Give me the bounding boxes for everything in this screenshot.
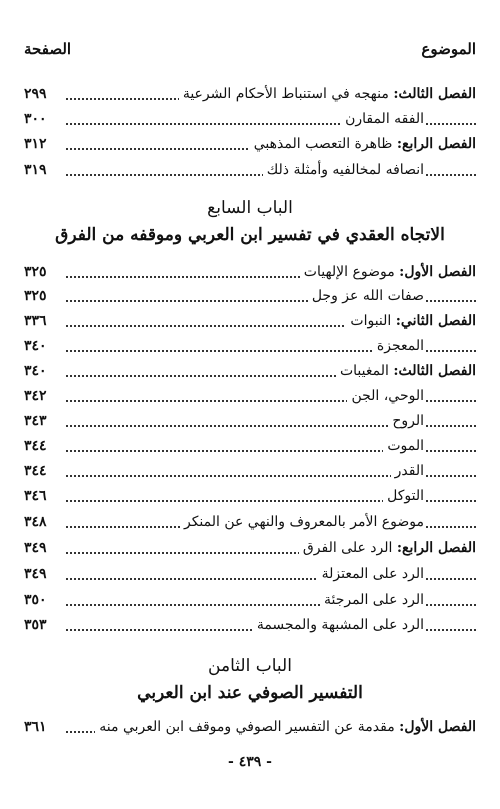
part-title: التفسير الصوفي عند ابن العربي — [137, 683, 363, 703]
entry-title: موضوع الأمر بالمعروف والنهي عن المنكر — [180, 514, 424, 530]
chapter-label: الفصل الأول: — [399, 719, 476, 735]
chapter-label: الفصل الثاني: — [395, 313, 476, 329]
toc-entry[interactable] — [24, 617, 476, 639]
toc-entry[interactable] — [24, 313, 476, 335]
entry-page: ٣٤٨ — [24, 514, 51, 530]
part-heading: الباب السابع — [207, 198, 293, 218]
part-title: الاتجاه العقدي في تفسير ابن العربي وموقفه من الفرق — [55, 225, 445, 245]
toc-header — [24, 40, 476, 62]
toc-entry[interactable] — [24, 463, 476, 485]
entry-title: الروح — [388, 413, 424, 429]
entry-page: ٣١٩ — [24, 162, 51, 178]
entry-page: ٣٤٩ — [24, 540, 51, 556]
toc-entry[interactable] — [24, 540, 476, 562]
entry-title: الرد على الفرق — [302, 540, 393, 556]
entry-title: التوكل — [383, 488, 424, 504]
entry-page: ٣٥٣ — [24, 617, 51, 633]
entry-title: انصافه لمخالفيه وأمثلة ذلك — [263, 162, 424, 178]
entry-page: ٢٩٩ — [24, 86, 51, 102]
page-number: - ٤٣٩ - — [228, 754, 272, 770]
toc-entry[interactable] — [24, 719, 476, 741]
entry-title: المغيبات — [339, 363, 389, 379]
toc-entry[interactable] — [24, 162, 476, 184]
toc-entry[interactable] — [24, 136, 476, 158]
toc-entry[interactable] — [24, 592, 476, 614]
chapter-label: الفصل الرابع: — [396, 136, 476, 152]
entry-title: الرد على المشبهة والمجسمة — [253, 617, 424, 633]
toc-entry[interactable] — [24, 438, 476, 460]
toc-entry[interactable] — [24, 111, 476, 133]
entry-title: صفات الله عز وجل — [308, 288, 424, 304]
chapter-label: الفصل الرابع: — [396, 540, 476, 556]
chapter-label: الفصل الثالث: — [393, 363, 476, 379]
entry-title: موضوع الإلهيات — [303, 264, 395, 280]
entry-page: ٣٢٥ — [24, 288, 51, 304]
toc-entry[interactable] — [24, 566, 476, 588]
toc-entry[interactable] — [24, 86, 476, 108]
entry-title: منهجه في استنباط الأحكام الشرعية — [182, 86, 389, 102]
entry-page: ٣٥٠ — [24, 592, 51, 608]
entry-page: ٣٢٥ — [24, 264, 51, 280]
entry-page: ٣٤٠ — [24, 338, 51, 354]
entry-page: ٣٤٦ — [24, 488, 51, 504]
entry-title: ظاهرة التعصب المذهبي — [253, 136, 393, 152]
toc-entry[interactable] — [24, 388, 476, 410]
entry-page: ٣٦١ — [24, 719, 51, 735]
toc-entry[interactable] — [24, 264, 476, 286]
part-heading: الباب الثامن — [208, 656, 292, 676]
entry-page: ٣٤٩ — [24, 566, 51, 582]
toc-entry[interactable] — [24, 488, 476, 510]
entry-title: القدر — [391, 463, 424, 479]
entry-page: ٣٣٦ — [24, 313, 51, 329]
toc-entry[interactable] — [24, 288, 476, 310]
entry-title: النبوات — [350, 313, 392, 329]
toc-entry[interactable] — [24, 363, 476, 385]
topic-column-heading: الموضوع — [421, 40, 476, 58]
toc-entry[interactable] — [24, 413, 476, 435]
entry-title: مقدمة عن التفسير الصوفي وموقف ابن العربي منه — [99, 719, 395, 735]
entry-title: المعجزة — [373, 338, 424, 354]
entry-page: ٣٠٠ — [24, 111, 51, 127]
entry-page: ٣٤٢ — [24, 388, 51, 404]
toc-entry[interactable] — [24, 338, 476, 360]
entry-title: الرد على المعتزلة — [318, 566, 424, 582]
entry-page: ٣٤٤ — [24, 463, 51, 479]
entry-title: الموت — [383, 438, 424, 454]
entry-title: الوحي، الجن — [347, 388, 424, 404]
entry-title: الفقه المقارن — [341, 111, 424, 127]
page-column-heading: الصفحة — [24, 40, 72, 58]
entry-page: ٣٤٣ — [24, 413, 51, 429]
entry-page: ٣١٢ — [24, 136, 51, 152]
entry-page: ٣٤٤ — [24, 438, 51, 454]
chapter-label: الفصل الثالث: — [393, 86, 476, 102]
toc-entry[interactable] — [24, 514, 476, 536]
entry-page: ٣٤٠ — [24, 363, 51, 379]
chapter-label: الفصل الأول: — [399, 264, 476, 280]
entry-title: الرد على المرجئة — [320, 592, 424, 608]
